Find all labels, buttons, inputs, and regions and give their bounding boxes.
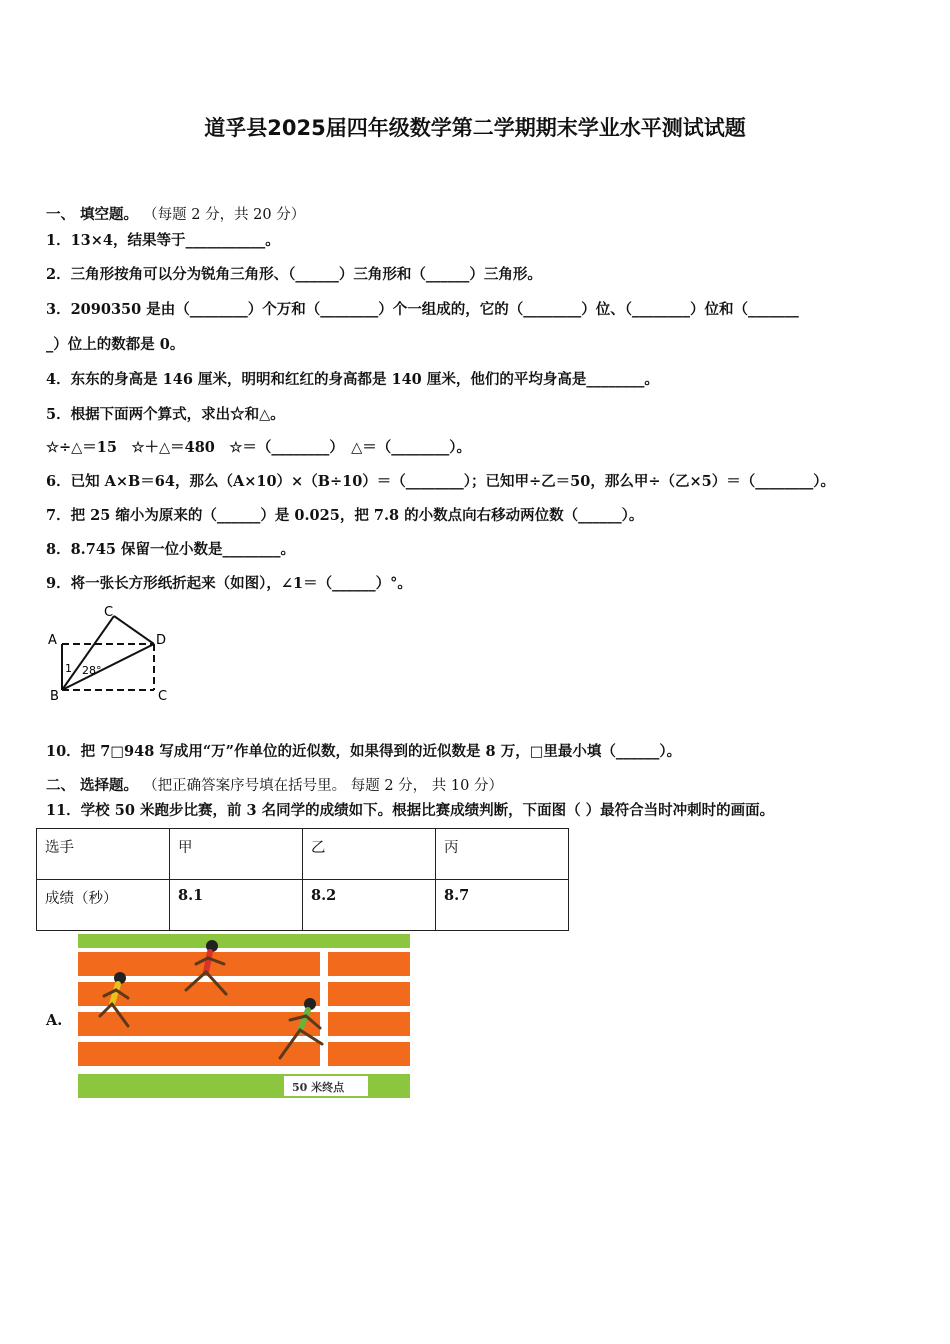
label-a: A bbox=[48, 633, 57, 648]
angle-1-mark: 1 bbox=[65, 662, 72, 675]
folded-edge-cd bbox=[114, 616, 154, 644]
section-1-title: 一、 填空题。 bbox=[46, 206, 139, 223]
label-b: B bbox=[50, 689, 59, 704]
fold-line-bd bbox=[62, 644, 154, 690]
race-results-table bbox=[36, 828, 569, 931]
table-header-cell: 丙 bbox=[436, 829, 569, 880]
table-header-row bbox=[37, 829, 569, 880]
question-6: 6．已知 A×B＝64，那么（A×10）×（B÷10）＝（________）；已知甲÷乙＝50，那么甲÷（乙×5）＝（________）。 bbox=[46, 473, 835, 490]
table-header-cell: 选手 bbox=[37, 829, 170, 880]
table-row bbox=[37, 880, 569, 931]
question-5: 5．根据下面两个算式，求出☆和△。 bbox=[46, 406, 285, 423]
table-cell: 8.1 bbox=[170, 880, 303, 931]
question-3-line-1: 3．2090350 是由（________）个万和（________）个一组成的，它的（________）位、（________）位和（_______ bbox=[46, 301, 799, 318]
table-cell: 8.2 bbox=[303, 880, 436, 931]
question-4: 4．东东的身高是 146 厘米，明明和红红的身高都是 140 厘米，他们的平均身高是________。 bbox=[46, 371, 659, 388]
section-2-note: （把正确答案序号填在括号里。 每题 2 分， 共 10 分） bbox=[143, 778, 503, 794]
finish-sign-text: 50 米终点 bbox=[292, 1081, 345, 1094]
lane bbox=[78, 1012, 320, 1036]
table-header-cell: 乙 bbox=[303, 829, 436, 880]
table-cell: 成绩（秒） bbox=[37, 880, 170, 931]
question-2: 2．三角形按角可以分为锐角三角形、（______）三角形和（______）三角形。 bbox=[46, 266, 542, 283]
question-9: 9．将一张长方形纸折起来（如图），∠1＝（______）°。 bbox=[46, 575, 412, 592]
option-a-label: A. bbox=[46, 1012, 63, 1029]
running-track-illustration bbox=[78, 934, 410, 1098]
question-7: 7．把 25 缩小为原来的（______）是 0.025，把 7.8 的小数点向右移动两位数（______）。 bbox=[46, 507, 644, 524]
question-5-equations: ☆÷△＝15 ☆＋△＝480 ☆＝（________） △＝（________）。 bbox=[46, 439, 472, 456]
question-10: 10．把 7□948 写成用“万”作单位的近似数，如果得到的近似数是 8 万，□里最小填（______）。 bbox=[46, 743, 682, 760]
lane-after-finish bbox=[328, 1042, 410, 1066]
angle-28-label: 28° bbox=[82, 664, 102, 677]
question-8: 8．8.745 保留一位小数是________。 bbox=[46, 541, 296, 558]
label-d: D bbox=[156, 633, 167, 648]
section-2-heading bbox=[46, 774, 503, 795]
question-11: 11．学校 50 米跑步比赛，前 3 名同学的成绩如下。根据比赛成绩判断，下面图（ ）最符合当时冲刺时的画面。 bbox=[46, 802, 775, 819]
question-3-line-2: _）位上的数都是 0。 bbox=[46, 336, 185, 353]
section-1-note: （每题 2 分，共 20 分） bbox=[143, 207, 306, 223]
folded-edge-bc bbox=[62, 616, 114, 690]
label-c-top: C bbox=[104, 605, 114, 620]
page-title: 道孚县2025届四年级数学第二学期期末学业水平测试试题 bbox=[204, 116, 746, 140]
lane-after-finish bbox=[328, 982, 410, 1006]
lane-after-finish bbox=[328, 952, 410, 976]
folded-rectangle-figure bbox=[44, 604, 176, 704]
table-header-cell: 甲 bbox=[170, 829, 303, 880]
section-1-heading bbox=[46, 203, 305, 224]
question-1: 1．13×4，结果等于___________。 bbox=[46, 232, 280, 249]
label-c-bottom: C bbox=[158, 689, 168, 704]
table-cell: 8.7 bbox=[436, 880, 569, 931]
grass-top bbox=[78, 934, 410, 948]
section-2-title: 二、 选择题。 bbox=[46, 777, 139, 794]
lane-after-finish bbox=[328, 1012, 410, 1036]
